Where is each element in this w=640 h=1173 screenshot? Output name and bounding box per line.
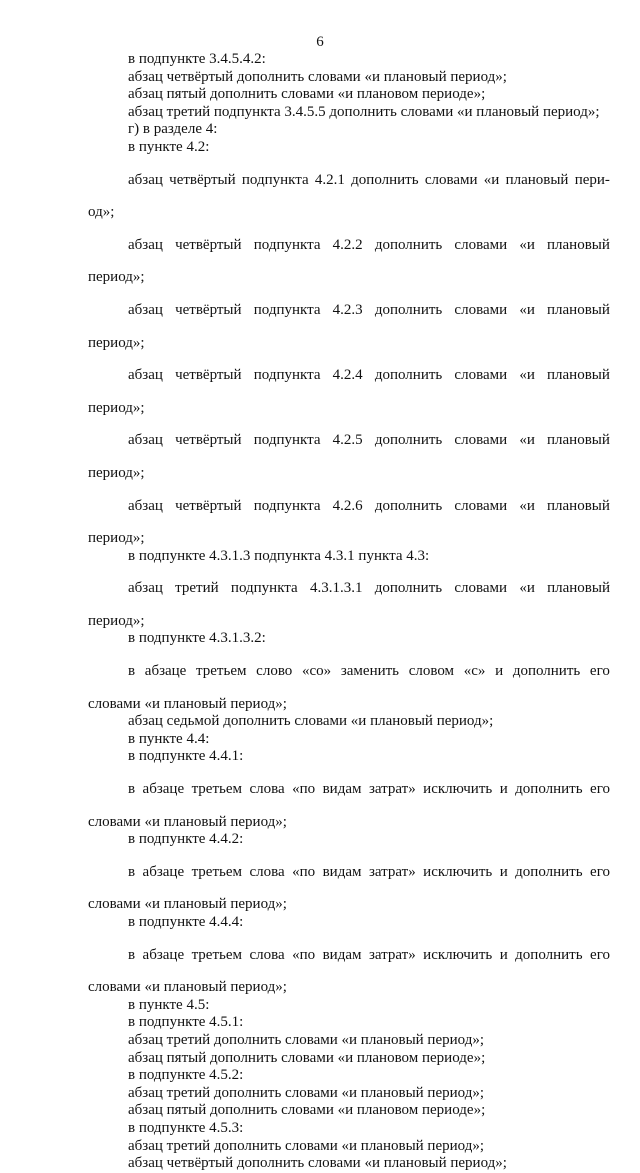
word: 4.2.2: [332, 236, 363, 253]
paragraph-line: абзац пятый дополнить словами «и плановом периоде»;: [128, 1049, 486, 1066]
word: 4.3.1.3.1: [309, 580, 363, 597]
paragraph-line: абзац третий дополнить словами «и плановый период»;: [128, 1031, 485, 1048]
word: «по: [292, 781, 316, 798]
word: плановый: [547, 301, 610, 318]
word: четвёртый: [175, 301, 242, 318]
paragraph-line: [88, 302, 610, 320]
paragraph-line: абзац четвёртый дополнить словами «и плановый период»;: [128, 68, 507, 85]
word: слова: [249, 781, 285, 798]
word: в: [128, 781, 136, 798]
word: дополнить: [374, 236, 443, 253]
paragraph-line: в подпункте 4.4.4:: [128, 914, 244, 930]
paragraph-line: в подпункте 4.5.3:: [128, 1119, 244, 1136]
word: словами: [454, 236, 508, 253]
word: его: [589, 663, 610, 680]
word: и: [499, 946, 508, 963]
word: словами: [424, 171, 478, 188]
word: слова: [249, 946, 285, 963]
paragraph-line: г) в разделе 4:: [128, 121, 218, 138]
word: третьем: [191, 863, 243, 880]
word: абзац: [128, 580, 163, 597]
word: исключить: [423, 863, 493, 880]
word: в: [128, 663, 136, 680]
word: плановый: [505, 171, 569, 188]
word: его: [590, 781, 610, 798]
word: абзац: [128, 432, 163, 449]
paragraph-line: в пункте 4.4:: [128, 730, 210, 747]
paragraph-line: [88, 580, 610, 598]
word: «и: [519, 236, 535, 253]
word: в: [128, 946, 136, 963]
word: 4.2.6: [332, 497, 363, 514]
paragraph-line: абзац пятый дополнить словами «и плановом периоде»;: [128, 86, 486, 103]
paragraph-line: [88, 498, 610, 516]
word: третий: [175, 580, 219, 597]
word: абзаце: [144, 663, 187, 680]
word: словом: [408, 663, 455, 680]
word: «по: [292, 946, 316, 963]
paragraph-line: [88, 432, 610, 450]
word: дополнить: [515, 863, 583, 880]
word: «по: [292, 863, 316, 880]
word: дополнить: [374, 301, 443, 318]
word: 4.2.4: [332, 367, 363, 384]
paragraph-line: [88, 237, 610, 255]
word: подпункта: [253, 367, 321, 384]
word: подпункта: [253, 236, 321, 253]
word: абзаце: [142, 863, 185, 880]
word: «и: [519, 497, 535, 514]
word: его: [590, 863, 610, 880]
word: и: [499, 781, 508, 798]
paragraph-line: од»;: [88, 204, 115, 221]
word: абзац: [128, 171, 163, 188]
word: в: [128, 863, 136, 880]
paragraph-line: период»;: [88, 612, 145, 629]
word: абзац: [128, 367, 163, 384]
paragraph-line: абзац четвёртый дополнить словами «и плановый период»;: [128, 1155, 507, 1172]
word: его: [590, 946, 610, 963]
word: 4.2.5: [332, 432, 363, 449]
paragraph-line: в пункте 4.2:: [128, 138, 210, 155]
paragraph-line: в подпункте 4.3.1.3 подпункта 4.3.1 пункта 4.3:: [128, 547, 430, 564]
word: дополнить: [374, 580, 443, 597]
word: «и: [519, 432, 535, 449]
word: пери-: [574, 171, 610, 188]
word: «со»: [301, 663, 332, 680]
word: дополнить: [515, 781, 583, 798]
word: «и: [519, 580, 535, 597]
word: словами: [454, 432, 508, 449]
paragraph-line: период»;: [88, 399, 145, 416]
word: подпункта: [253, 497, 321, 514]
word: и: [499, 863, 508, 880]
paragraph-line: в пункте 4.5:: [128, 996, 210, 1013]
paragraph-line: период»;: [88, 464, 145, 481]
paragraph-line: в подпункте 4.4.2:: [128, 831, 244, 848]
word: словами: [454, 497, 508, 514]
word: плановый: [547, 432, 610, 449]
word: видам: [322, 781, 362, 798]
paragraph-line: словами «и плановый период»;: [88, 896, 287, 913]
word: дополнить: [374, 497, 443, 514]
paragraph-line: [88, 367, 610, 385]
word: плановый: [547, 367, 610, 384]
word: подпункта: [241, 171, 309, 188]
paragraph-line: словами «и плановый период»;: [88, 813, 287, 830]
word: четвёртый: [175, 236, 242, 253]
word: дополнить: [374, 367, 443, 384]
word: третьем: [191, 781, 243, 798]
paragraph-line: абзац седьмой дополнить словами «и плановый период»;: [128, 713, 494, 730]
word: плановый: [547, 580, 610, 597]
word: дополнить: [351, 171, 419, 188]
word: и: [495, 663, 504, 680]
word: исключить: [423, 946, 493, 963]
word: плановый: [547, 497, 610, 514]
paragraph-line: в подпункте 4.5.1:: [128, 1014, 244, 1031]
word: затрат»: [368, 781, 416, 798]
word: «и: [519, 367, 535, 384]
paragraph-line: в подпункте 4.3.1.3.2:: [128, 630, 266, 647]
page-number: 6: [316, 34, 324, 50]
word: заменить: [340, 663, 400, 680]
word: затрат»: [368, 863, 416, 880]
word: затрат»: [368, 946, 416, 963]
paragraph-line: [88, 864, 610, 882]
word: подпункта: [253, 432, 321, 449]
paragraph-line: [88, 172, 610, 190]
word: дополнить: [512, 663, 581, 680]
paragraph-line: в подпункте 4.4.1:: [128, 748, 244, 765]
word: абзац: [128, 301, 163, 318]
word: слово: [256, 663, 293, 680]
paragraph-line: абзац третий дополнить словами «и плановый период»;: [128, 1137, 485, 1154]
word: абзаце: [142, 781, 185, 798]
word: «с»: [463, 663, 486, 680]
word: четвёртый: [175, 497, 242, 514]
paragraph-line: [88, 781, 610, 799]
word: четвёртый: [175, 367, 242, 384]
word: дополнить: [515, 946, 583, 963]
word: подпункта: [253, 301, 321, 318]
paragraph-line: абзац третий дополнить словами «и плановый период»;: [128, 1084, 485, 1101]
paragraph-line: в подпункте 3.4.5.4.2:: [128, 51, 266, 67]
word: слова: [249, 863, 285, 880]
paragraph-line: абзац пятый дополнить словами «и плановом периоде»;: [128, 1102, 486, 1119]
word: 4.2.3: [332, 301, 363, 318]
word: абзаце: [142, 946, 185, 963]
word: подпункта: [230, 580, 298, 597]
word: абзац: [128, 497, 163, 514]
word: абзац: [128, 236, 163, 253]
word: «и: [483, 171, 500, 188]
paragraph-line: период»;: [88, 530, 145, 547]
document-body: [88, 51, 610, 1173]
word: четвёртый: [169, 171, 236, 188]
paragraph-line: период»;: [88, 269, 145, 286]
paragraph-line: в подпункте 4.5.2:: [128, 1067, 244, 1084]
word: плановый: [547, 236, 610, 253]
word: видам: [322, 946, 362, 963]
word: третьем: [191, 946, 243, 963]
word: четвёртый: [175, 432, 242, 449]
word: словами: [454, 301, 508, 318]
word: словами: [454, 367, 508, 384]
paragraph-line: [88, 947, 610, 965]
paragraph-line: абзац третий подпункта 3.4.5.5 дополнить словами «и плановый период»;: [128, 103, 600, 120]
paragraph-line: [88, 663, 610, 681]
word: «и: [519, 301, 535, 318]
word: исключить: [423, 781, 493, 798]
word: видам: [322, 863, 362, 880]
paragraph-line: период»;: [88, 334, 145, 351]
word: третьем: [196, 663, 247, 680]
word: дополнить: [374, 432, 443, 449]
word: 4.2.1: [314, 171, 345, 188]
paragraph-line: словами «и плановый период»;: [88, 979, 287, 996]
paragraph-line: словами «и плановый период»;: [88, 695, 287, 712]
word: словами: [454, 580, 508, 597]
